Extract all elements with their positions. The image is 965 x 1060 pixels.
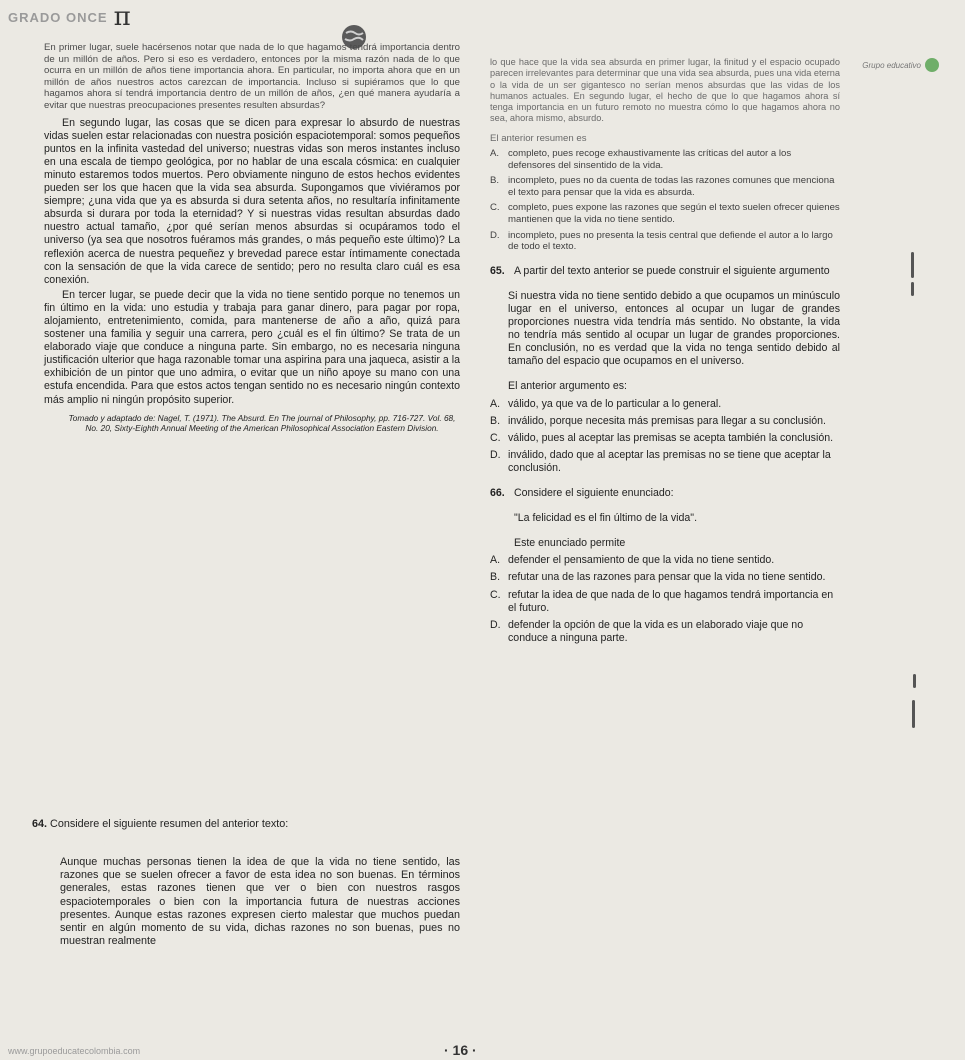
question-66-options — [490, 554, 840, 645]
paragraph-3: En tercer lugar, se puede decir que la vida no tiene sentido porque no tenemos un fin último en la vida: uno estudia y trabaja para ganar dinero, para pagar por ropa, alojamiento, entretenimiento, comida, para mantenerse de año a año, quizá para sostener una familia y seguir una carrera, pero ¿cuál es el fin último? Se trata de un elaborado viaje que conduce a ninguna parte. Sin embargo, no es necesaria ninguna justificación ulterior que haga razonable tomar una aspirina para una jaqueca, asistir a la exhibición de un pintor que uno admira, o evitar que un niño apoye su mano con una estufa encendida. Para que estos actos tengan sentido no es necesario ningún contexto más amplio ni ningún propósito superior. — [44, 288, 460, 406]
pencil-mark — [912, 700, 915, 728]
margin-marks — [909, 0, 921, 1060]
pencil-mark — [913, 674, 916, 688]
option-65-d[interactable]: D. inválido, dado que al aceptar las premisas no se tiene que aceptar la conclusión. — [490, 448, 831, 474]
question-66-intro: Este enunciado permite — [514, 537, 626, 550]
questions-column — [490, 57, 840, 645]
pencil-mark — [911, 252, 914, 278]
question-65-number: 65. — [490, 264, 505, 277]
question-66-stem: Considere el siguiente enunciado: — [514, 487, 674, 500]
question-64-stem: Considere el siguiente resumen del anterior texto: — [50, 818, 289, 830]
option-64-b[interactable]: B. incompleto, pues no da cuenta de todas las razones comunes que menciona el texto para pensar que la vida es absurda. — [490, 175, 835, 198]
paragraph-2: En segundo lugar, las cosas que se dicen para expresar lo absurdo de nuestras vidas suelen estar relacionadas con nuestra posición espaciotemporal: somos pequeños puntos en la infinita vastedad del universo; nuestras vidas son meros instantes incluso en una escala de tiempo geológica, por no hablar de una escala cósmica: en cualquier minuto estaremos todos muertos. Pero obviamente ninguno de estos hechos evidentes pueden ser los que hacen que la vida sea absurda. Supongamos que viviéramos por siempre; ¿una vida que ya es absurda si dura setenta años, no resultaría infinitamente absurda si durara por toda la eternidad? Y si nuestras vidas resultan absurdas dado nuestro actual tamaño, ¿por qué serían menos absurdas si ocupáramos todo el universo (ya sea que nosotros fuéramos más grandes, o más pequeño este último)? La reflexión acerca de nuestra pequeñez y brevedad parece estar íntimamente conectada con la sensación de que la vida carece de sentido; pero no resulta claro cuál es esa conexión. — [44, 116, 460, 286]
question-65-intro: El anterior argumento es: — [508, 380, 627, 393]
option-66-a[interactable]: A. defender el pensamiento de que la vida no tiene sentido. — [490, 554, 775, 567]
source-citation: Tomado y adaptado de: Nagel, T. (1971). The Absurd. En The journal of Philosophy, pp. 716-727. Vol. 68, No. 20, Sixty-Eighth Annual Meeting of the American Philosophical Association Eastern Division. — [68, 412, 456, 433]
header-brand — [862, 58, 939, 72]
option-64-a[interactable]: A. completo, pues recoge exhaustivamente las críticas del autor a los defensores del sinsentido de la vida. — [490, 148, 792, 171]
option-66-d[interactable]: D. defender la opción de que la vida es un elaborado viaje que no conduce a ninguna parte. — [490, 618, 804, 644]
footer-website[interactable]: www.grupoeducatecolombia.com — [8, 1046, 141, 1056]
option-64-c[interactable]: C. completo, pues expone las razones que según el texto suelen ofrecer quienes mantienen que la vida no tiene sentido. — [490, 202, 840, 226]
grade-label: GRADO ONCE — [8, 9, 108, 25]
reading-text — [44, 42, 460, 433]
option-65-b[interactable]: B. inválido, porque necesita más premisas para llegar a su conclusión. — [490, 414, 826, 427]
pencil-mark — [911, 282, 914, 296]
question-65-argument: Si nuestra vida no tiene sentido debido a que ocupamos un minúsculo lugar en el universo, entonces al ocupar un lugar de grandes proporciones nuestra vida tendría más sentido. No obstante, la vida no tendría más sentido al ocupar un lugar de grandes proporciones. En conclusión, no es verdad que la vida no tenga sentido debido al tamaño del espacio que ocupamos en el universo. — [508, 289, 840, 368]
question-66 — [490, 487, 840, 500]
summary-text: Aunque muchas personas tienen la idea de que la vida no tiene sentido, las razones que se suelen ofrecer a favor de esta idea no son buenas. En términos generales, estas razones tienen que ver o bien con nuestros rasgos espaciotemporales o bien con la importancia futura de nuestras acciones presentes. Aunque estas razones expresen cierto malestar que muchos puedan sentir en algún momento de su vida, dichas razones no son buenas, pues no muestran realmente — [60, 856, 460, 948]
option-65-c[interactable]: C. válido, pues al aceptar las premisas se acepta también la conclusión. — [490, 431, 834, 444]
option-66-b[interactable]: B. refutar una de las razones para pensar que la vida no tiene sentido. — [490, 571, 826, 584]
option-65-a[interactable]: A. válido, ya que va de lo particular a lo general. — [490, 397, 722, 410]
question-64-summary — [60, 856, 460, 948]
question-65-options — [490, 398, 840, 475]
header-left — [8, 4, 131, 30]
brand-label: Grupo educativo — [862, 60, 921, 70]
paragraph-1: En primer lugar, suele hacérsenos notar que nada de lo que hagamos tendrá importancia dentro de un millón de años. Pero si eso es verdadero, entonces por la misma razón nada de lo que ocurra en un millón de años tiene importancia ahora. En particular, no importa ahora que en un millón de años nuestros actos carezcan de importancia. Incluso si supiéramos que lo que hagamos ahora sí tendrá importancia dentro de un millón de años, ¿en qué manera ayudaría a evitar que nuestras preocupaciones presentes resulten absurdas? — [44, 42, 460, 111]
pi-symbol: π — [113, 2, 131, 32]
question-64-intro: El anterior resumen es — [490, 132, 587, 144]
page-number: · 16 · — [444, 1042, 477, 1058]
question-64-options — [490, 148, 840, 253]
question-64-number: 64. — [32, 818, 48, 830]
question-65 — [490, 265, 840, 278]
question-66-quote: "La felicidad es el fin último de la vida". — [514, 512, 698, 525]
option-64-d[interactable]: D. incompleto, pues no presenta la tesis central que defiende el autor a lo largo de todo el texto. — [490, 229, 833, 253]
question-64 — [32, 818, 460, 831]
summary-continuation: lo que hace que la vida sea absurda en primer lugar, la finitud y el espacio ocupado parecen irrelevantes para determinar que una vida sea absurda, pues una vida eterna o la vida de un ser gigantesco no serían menos absurdas que las vidas de los humanos actuales. En segundo lugar, el hecho de que lo que hagamos ahora sí tenga importancia en un futuro remoto no muestra cómo lo que hagamos ahora no sea, ahora mismo, absurdo. — [490, 57, 840, 124]
brand-logo-icon — [925, 58, 939, 72]
question-66-number: 66. — [490, 487, 505, 500]
question-65-stem: A partir del texto anterior se puede construir el siguiente argumento — [514, 264, 830, 277]
option-66-c[interactable]: C. refutar la idea de que nada de lo que hagamos tendrá importancia en el futuro. — [490, 588, 834, 614]
